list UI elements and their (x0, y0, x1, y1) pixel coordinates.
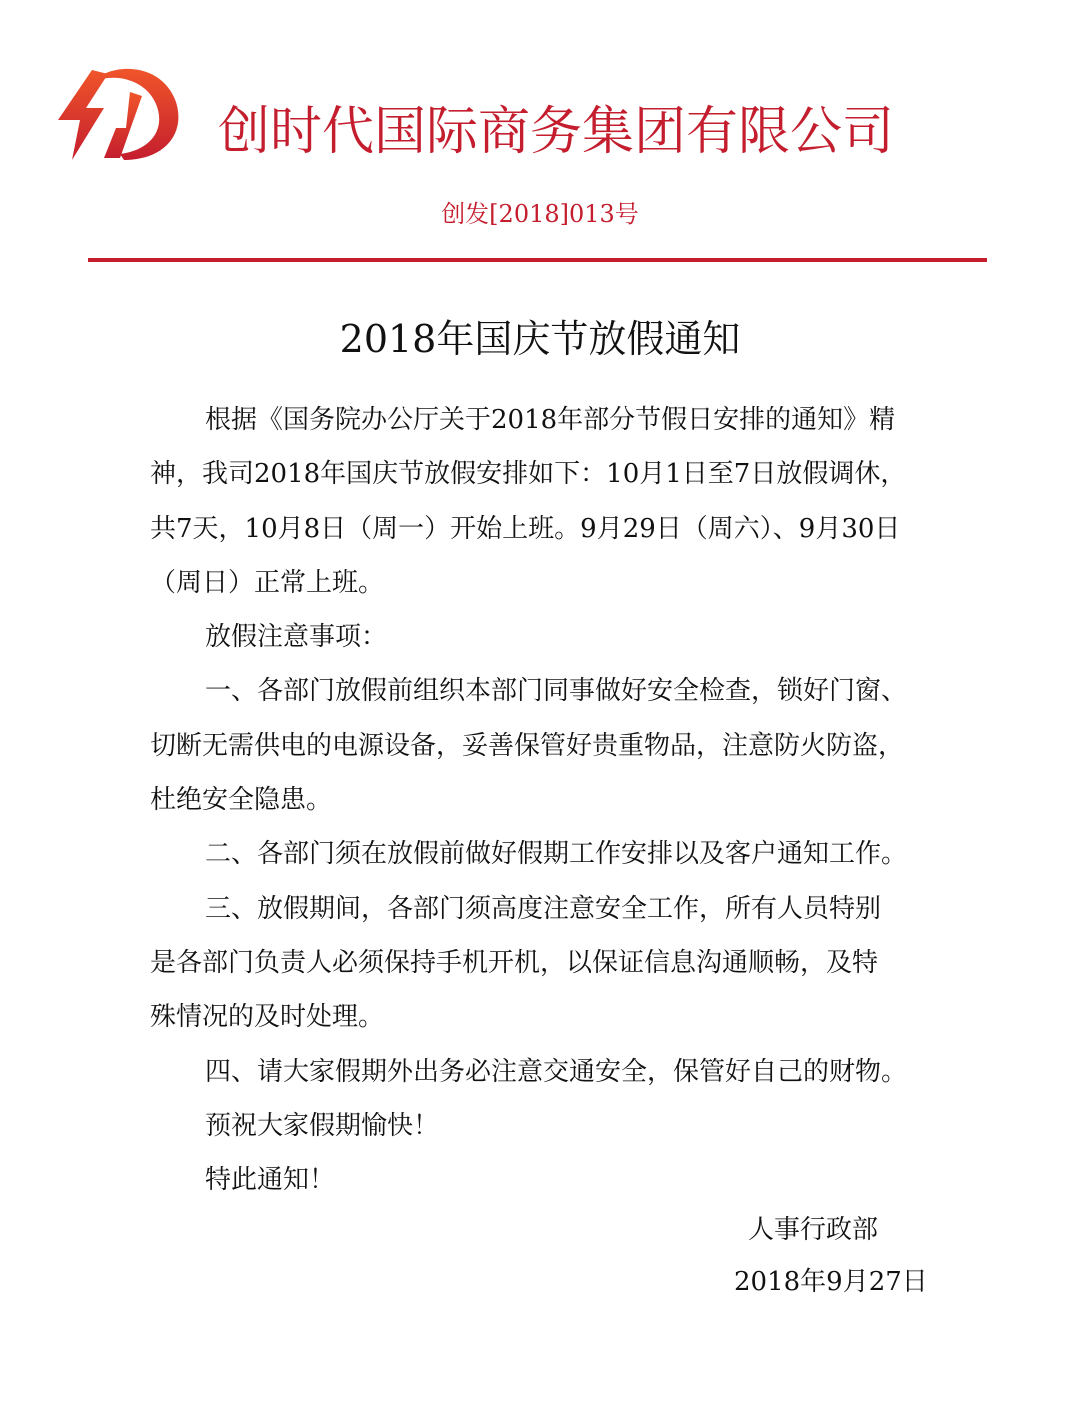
signature-date: 2018年9月27日 (734, 1267, 928, 1297)
document-number: 创发[2018]013号 (441, 200, 639, 228)
body-line: 共7天，10月8日（周一）开始上班。9月29日（周六）、9月30日 (150, 513, 901, 544)
body-line: 二、各部门须在放假前做好假期工作安排以及客户通知工作。 (205, 839, 908, 870)
notice-body (150, 400, 950, 1214)
body-line: 切断无需供电的电源设备，妥善保管好贵重物品，注意防火防盗， (150, 730, 905, 761)
body-line: （周日）正常上班。 (150, 567, 385, 598)
body-line: 杜绝安全隐患。 (150, 785, 333, 816)
body-line: 特此通知！ (205, 1165, 336, 1196)
header-divider (88, 258, 987, 262)
body-line: 一、各部门放假前组织本部门同事做好安全检查，锁好门窗、 (205, 676, 908, 707)
notice-title: 2018年国庆节放假通知 (339, 317, 741, 361)
body-line: 四、请大家假期外出务必注意交通安全，保管好自己的财物。 (205, 1056, 908, 1087)
body-line: 根据《国务院办公厅关于2018年部分节假日安排的通知》精 (205, 405, 896, 435)
company-name: 创时代国际商务集团有限公司 (218, 102, 895, 162)
body-line: 放假注意事项： (205, 622, 388, 653)
body-line: 是各部门负责人必须保持手机开机，以保证信息沟通顺畅，及特 (150, 947, 879, 978)
body-line: 神，我司2018年国庆节放假安排如下：10月1日至7日放假调休， (150, 459, 907, 490)
signature-department: 人事行政部 (748, 1215, 879, 1245)
body-line: 三、放假期间，各部门须高度注意安全工作，所有人员特别 (205, 893, 882, 924)
company-logo-icon (52, 62, 180, 162)
body-line: 预祝大家假期愉快！ (205, 1110, 440, 1141)
body-line: 殊情况的及时处理。 (150, 1002, 385, 1033)
